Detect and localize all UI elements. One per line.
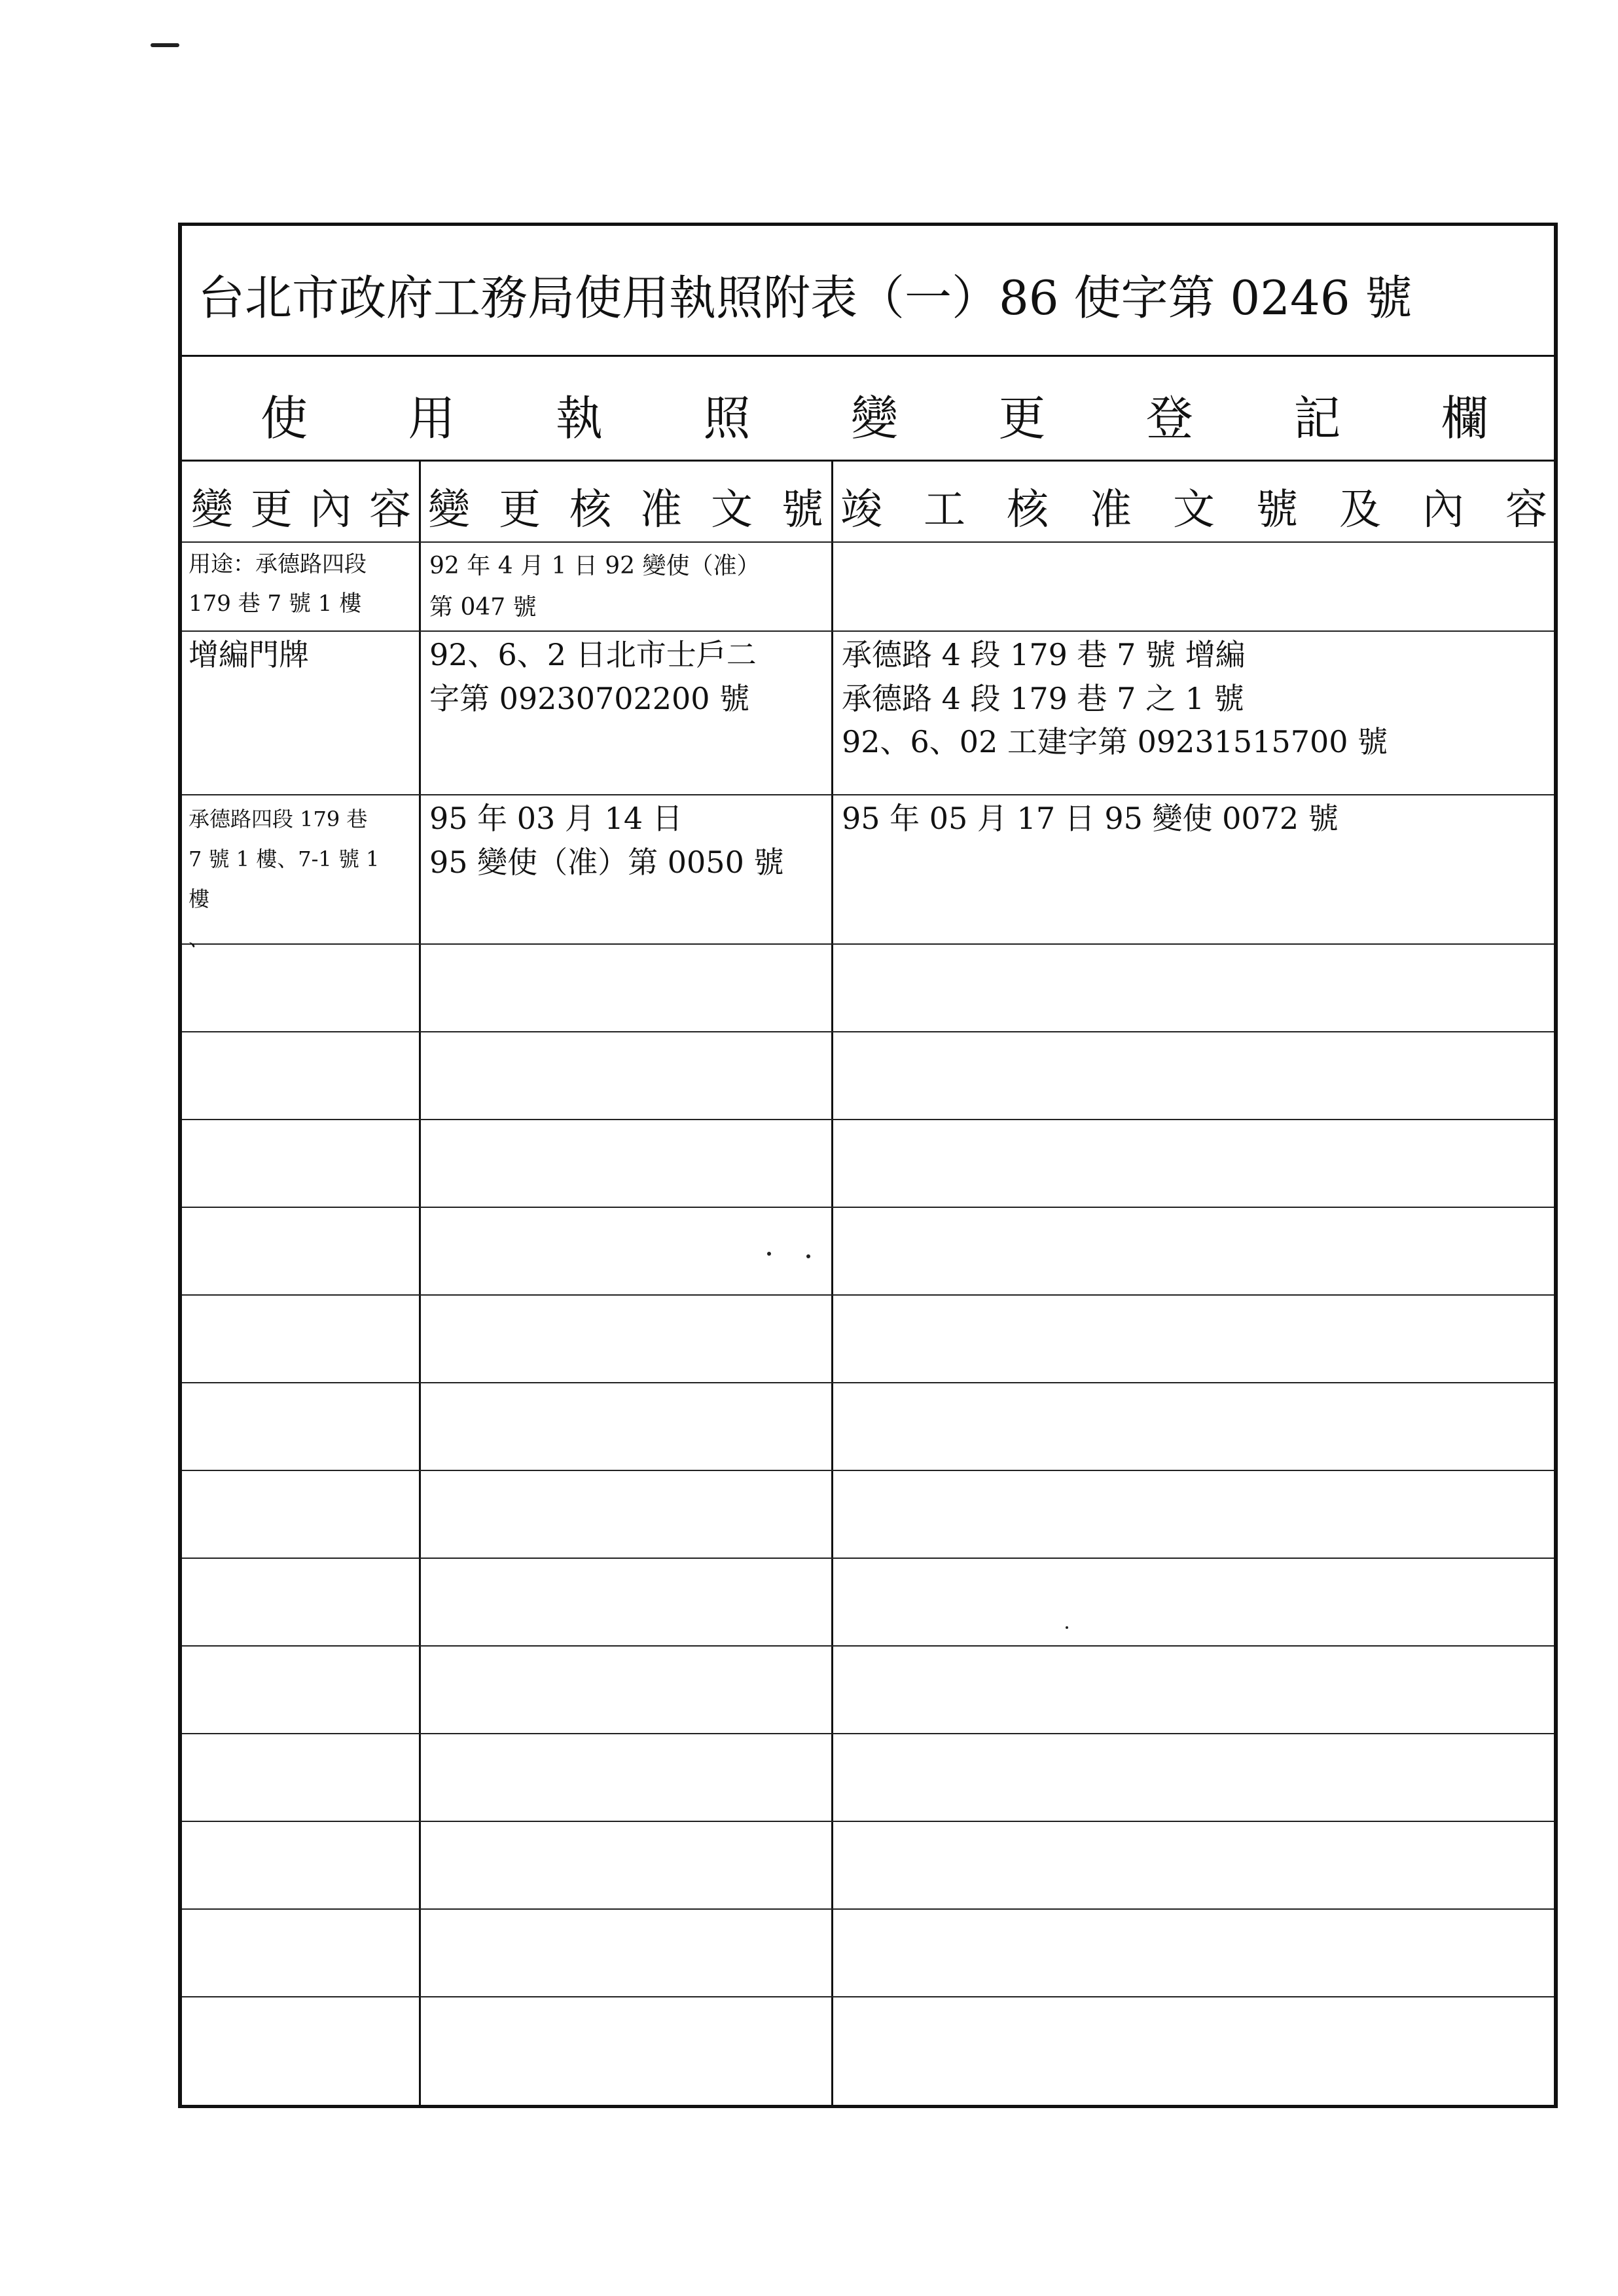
section-heading [261,380,1488,448]
row-divider [182,1908,1554,1910]
column-header-completion [840,476,1547,536]
column-header-char: 核 [1007,486,1049,534]
column-header-char: 內 [1422,486,1464,534]
scan-speck [806,1254,810,1258]
row-divider [182,1119,1554,1120]
heading-char: 變 [850,391,898,446]
column-header-char: 文 [711,486,753,534]
column-header-char: 竣 [840,486,882,534]
column-header-char: 文 [1173,486,1215,534]
row-divider [182,1294,1554,1296]
heading-char: 執 [555,391,603,446]
column-header-char: 號 [1256,486,1298,534]
row2-completion-cell: 承德路 4 段 179 巷 7 號 增編 承德路 4 段 179 巷 7 之 1 號 92、6、02 工建字第 09231515700 號 [842,637,1388,760]
heading-char: 記 [1293,391,1341,446]
row-divider [182,794,1554,795]
column-header-char: 更 [250,486,293,534]
column-header-char: 容 [369,486,411,534]
column-header-char: 變 [191,486,233,534]
register-grid [182,462,1554,2105]
row-divider [182,1996,1554,1997]
row1-approval-cell: 92 年 4 月 1 日 92 變使（准） 第 047 號 [429,553,761,621]
column-header-char: 核 [569,486,611,534]
heading-char: 使 [261,391,308,446]
column-header-char: 及 [1339,486,1381,534]
row-divider [182,541,1554,543]
column-divider [831,462,833,2105]
column-header-char: 准 [640,486,682,534]
scan-speck [767,1252,771,1256]
row-divider [182,1031,1554,1032]
row-divider [182,630,1554,632]
column-divider [419,462,421,2105]
row3-change-cell: 承德路四段 179 巷 7 號 1 樓、7-1 號 1 樓 、 [189,807,380,951]
row-divider [182,1645,1554,1647]
column-header-char: 准 [1090,486,1132,534]
column-header-char: 號 [782,486,823,534]
heading-char: 登 [1145,391,1193,446]
row-divider [182,1382,1554,1383]
column-header-char: 容 [1505,486,1547,534]
document-title: 台北市政府工務局使用執照附表（一）86 使字第 0246 號 [198,270,1412,325]
column-header-change [191,476,411,536]
heading-char: 欄 [1441,391,1488,446]
row-divider [182,1558,1554,1559]
column-header-approval [428,476,823,536]
heading-band [182,357,1554,462]
title-band [182,226,1554,357]
row-divider [182,1207,1554,1208]
column-header-char: 內 [310,486,352,534]
row-divider [182,1733,1554,1734]
row-divider [182,1470,1554,1471]
row-divider [182,1821,1554,1822]
license-table-frame [178,223,1558,2108]
column-header-char: 更 [499,486,541,534]
column-header-char: 工 [924,486,965,534]
row1-change-cell: 用途：承德路四段 179 巷 7 號 1 樓 [189,551,367,617]
heading-char: 更 [998,391,1046,446]
scan-speck [1066,1626,1068,1629]
row3-completion-cell: 95 年 05 月 17 日 95 變使 0072 號 [842,801,1339,836]
row3-approval-cell: 95 年 03 月 14 日 95 變使（准）第 0050 號 [429,801,784,880]
heading-char: 照 [703,391,751,446]
column-header-char: 變 [428,486,470,534]
row2-approval-cell: 92、6、2 日北市士戶二 字第 09230702200 號 [429,637,757,716]
heading-char: 用 [408,391,456,446]
row2-change-cell: 增編門牌 [189,637,309,672]
scan-mark [151,43,179,47]
